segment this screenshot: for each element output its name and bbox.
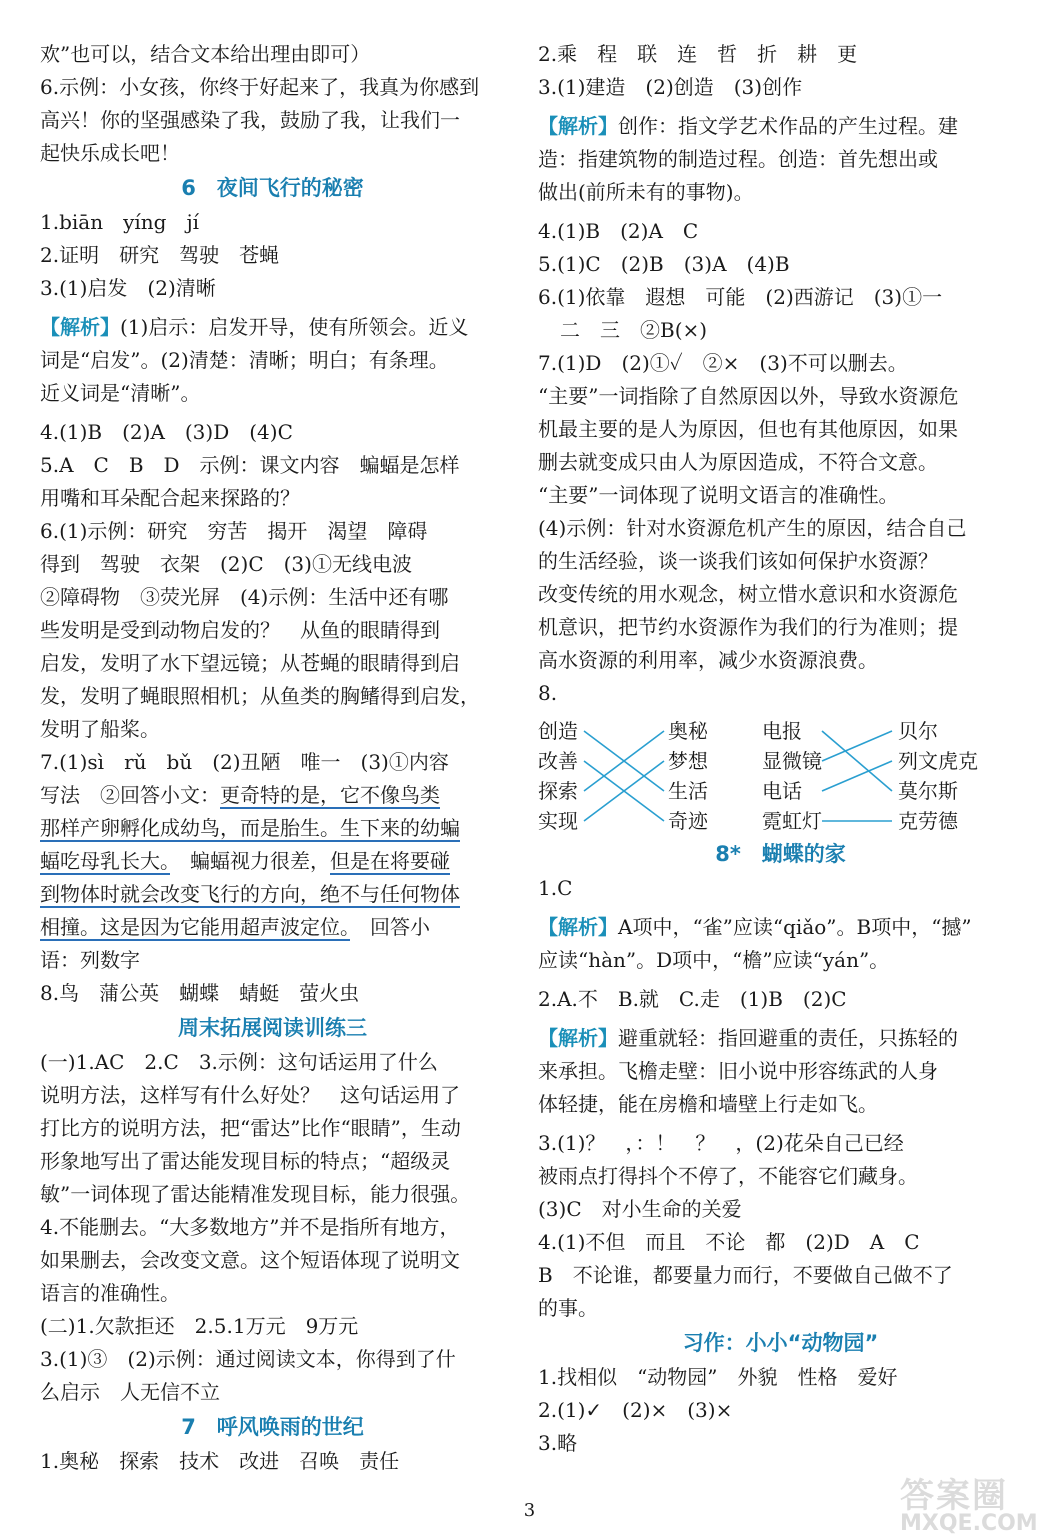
analysis-line: 来承担。飞檐走壁：旧小说中形容练武的人身	[538, 1059, 938, 1083]
text-line: 6.示例：小女孩，你终于好起来了，我真为你感到	[40, 75, 480, 99]
answer-line: 5.(1)C (2)B (3)A (4)B	[538, 252, 790, 276]
section-title-6: 6 夜间飞行的秘密	[181, 176, 364, 200]
answer-line: 发明了船桨。	[40, 717, 160, 741]
underlined-text: 到物体时就会改变飞行的方向，绝不与任何物体	[40, 882, 460, 906]
match-word: 奥秘	[668, 719, 708, 743]
answer-line: (二)1.欠款拒还 2.5.1万元 9万元	[40, 1314, 359, 1338]
answer-line: 二 三 ②B(×)	[560, 318, 708, 342]
answer-line: (3)C 对小生命的关爱	[538, 1197, 742, 1221]
text-line: 欢”也可以，结合文本给出理由即可）	[40, 42, 371, 66]
section-title-writing: 习作：小小“动物园”	[682, 1331, 879, 1355]
answer-line: 6.(1)依靠 遐想 可能 (2)西游记 (3)①一	[538, 285, 943, 309]
answer-line: 形象地写出了雷达能发现目标的特点；“超级灵	[40, 1149, 451, 1173]
match-word: 改善	[538, 749, 578, 773]
match-line	[822, 731, 892, 761]
match-word: 探索	[538, 779, 578, 803]
answer-line: 打比方的说明方法，把“雷达”比作“眼睛”，生动	[40, 1116, 461, 1140]
analysis-tag: 【解析】	[538, 1026, 618, 1050]
analysis-line	[538, 1022, 1023, 1055]
answer-line: 2.(1)✓ (2)× (3)×	[538, 1398, 733, 1422]
answer-text: 蝙蝠视力很差，	[170, 849, 330, 873]
answer-line: 机最主要的是人为原因，但也有其他原因，如果	[538, 417, 958, 441]
answer-text: 写法 ②回答小文：	[40, 783, 220, 807]
answer-line: 些发明是受到动物启发的？ 从鱼的眼睛得到	[40, 618, 440, 642]
match-word: 创造	[538, 719, 578, 743]
match-word: 列文虎克	[898, 749, 978, 773]
answer-line: 被雨点打得抖个不停了，不能容它们藏身。	[538, 1164, 918, 1188]
text-line: 起快乐成长吧！	[40, 141, 180, 165]
analysis-line: 体轻捷，能在房檐和墙壁上行走如飞。	[538, 1092, 878, 1116]
match-word: 霓虹灯	[762, 809, 822, 833]
answer-line: 机意识，把节约水资源作为我们的行为准则；提	[538, 615, 958, 639]
answer-line: 得到 驾驶 衣架 (2)C (3)①无线电波	[40, 552, 412, 576]
watermark-url: MXQE.COM	[900, 1511, 1038, 1536]
answer-line	[40, 911, 505, 944]
matching-diagram	[538, 716, 1023, 836]
analysis-line: 做出(前所未有的事物)。	[538, 180, 754, 204]
answer-line: 如果删去，会改变文意。这个短语体现了说明文	[40, 1248, 460, 1272]
answer-line: 用嘴和耳朵配合起来探路的？	[40, 486, 300, 510]
left-column	[40, 38, 505, 1478]
analysis-line	[538, 911, 1023, 944]
analysis-text: (1)启示：启发开导，使有所领会。近义	[120, 315, 469, 339]
underlined-text: 更奇特的是，它不像鸟类	[220, 783, 440, 807]
answer-text: 回答小	[350, 915, 430, 939]
answer-line: 发，发明了蝇眼照相机；从鱼类的胸鳍得到启发，	[40, 684, 480, 708]
answer-line: 高水资源的利用率，减少水资源浪费。	[538, 648, 878, 672]
right-column	[538, 38, 1023, 1460]
answer-line: B 不论谁，都要量力而行，不要做自己做不了	[538, 1263, 953, 1287]
answer-line: 说明方法，这样写有什么好处？ 这句话运用了	[40, 1083, 460, 1107]
analysis-line	[40, 311, 505, 344]
text-line: 高兴！你的坚强感染了我，鼓励了我，让我们一	[40, 108, 460, 132]
analysis-text: 避重就轻：指回避重的责任，只拣轻的	[618, 1026, 958, 1050]
analysis-line: 造：指建筑物的制造过程。创造：首先想出或	[538, 147, 938, 171]
answer-line: 4.(1)B (2)A C	[538, 219, 699, 243]
section-title-7: 7 呼风唤雨的世纪	[181, 1415, 364, 1439]
analysis-text: 创作：指文学艺术作品的产生过程。建	[618, 114, 958, 138]
answer-line: 4.(1)B (2)A (3)D (4)C	[40, 420, 293, 444]
answer-line: 3.(1)③ (2)示例：通过阅读文本，你得到了什	[40, 1347, 456, 1371]
analysis-line: 近义词是“清晰”。	[40, 381, 201, 405]
answer-line: 么启示 人无信不立	[40, 1380, 220, 1404]
match-word: 贝尔	[898, 719, 938, 743]
answer-line: 7.(1)D (2)①✓ ②× (3)不可以删去。	[538, 351, 908, 375]
match-word: 莫尔斯	[898, 779, 958, 803]
answer-line: 改变传统的用水观念，树立惜水意识和水资源危	[538, 582, 958, 606]
answer-line: 6.(1)示例：研究 穷苦 揭开 渴望 障碍	[40, 519, 428, 543]
match-word: 电报	[762, 719, 802, 743]
analysis-text: A项中，“雀”应读“qiǎo”。B项中，“撼”	[618, 915, 972, 939]
analysis-tag: 【解析】	[538, 114, 618, 138]
underlined-text: 蝠吃母乳长大。	[40, 849, 170, 873]
answer-line: 1.找相似 “动物园” 外貌 性格 爱好	[538, 1365, 898, 1389]
answer-line: (4)示例：针对水资源危机产生的原因，结合自己	[538, 516, 967, 540]
watermark-logo	[900, 1468, 1050, 1534]
underlined-text: 但是在将要碰	[330, 849, 450, 873]
answer-line: 2.证明 研究 驾驶 苍蝇	[40, 243, 280, 267]
analysis-line: 词是“启发”。(2)清楚：清晰；明白；有条理。	[40, 348, 449, 372]
match-line	[822, 761, 892, 791]
analysis-tag: 【解析】	[40, 315, 120, 339]
answer-line: 3.(1)？ ，：！ ？ ，(2)花朵自己已经	[538, 1131, 904, 1155]
answer-line: 2.乘 程 联 连 哲 折 耕 更	[538, 42, 858, 66]
answer-line: 敏”一词体现了雷达能精准发现目标，能力很强。	[40, 1182, 471, 1206]
match-word: 实现	[538, 809, 578, 833]
match-word: 电话	[762, 779, 802, 803]
analysis-tag: 【解析】	[538, 915, 618, 939]
answer-line: (一)1.AC 2.C 3.示例：这句话运用了什么	[40, 1050, 438, 1074]
underlined-text: 相撞。这是因为它能用超声波定位。	[40, 915, 350, 939]
answer-line: “主要”一词指除了自然原因以外，导致水资源危	[538, 384, 959, 408]
watermark-text: 答案圈	[900, 1476, 1008, 1516]
match-word: 克劳德	[898, 809, 958, 833]
answer-line: 4.不能删去。“大多数地方”并不是指所有地方，	[40, 1215, 460, 1239]
match-line	[822, 731, 892, 791]
analysis-line	[538, 110, 1023, 143]
answer-line	[40, 779, 505, 812]
page-number: 3	[523, 1500, 536, 1521]
answer-line: “主要”一词体现了说明文语言的准确性。	[538, 483, 899, 507]
answer-line: 的生活经验，谈一谈我们该如何保护水资源？	[538, 549, 938, 573]
answer-line	[40, 845, 505, 878]
answer-line	[40, 878, 505, 911]
answer-line: 1.奥秘 探索 技术 改进 召唤 责任	[40, 1449, 400, 1473]
answer-line: 语言的准确性。	[40, 1281, 180, 1305]
section-title-weekend: 周末拓展阅读训练三	[178, 1016, 367, 1040]
answer-line: 3.略	[538, 1431, 578, 1455]
answer-line: ②障碍物 ③荧光屏 (4)示例：生活中还有哪	[40, 585, 449, 609]
answer-line: 1.biān yíng jí	[40, 210, 200, 234]
answer-line: 5.A C B D 示例：课文内容 蝙蝠是怎样	[40, 453, 460, 477]
answer-line: 删去就变成只由人为原因造成，不符合文意。	[538, 450, 938, 474]
match-word: 梦想	[668, 749, 708, 773]
answer-line: 8.	[538, 681, 558, 705]
answer-line: 8.鸟 蒲公英 蝴蝶 蜻蜓 萤火虫	[40, 981, 360, 1005]
answer-line: 7.(1)sì rǔ bǔ (2)丑陋 唯一 (3)①内容	[40, 750, 449, 774]
answer-line: 的事。	[538, 1296, 598, 1320]
match-word: 显微镜	[762, 749, 822, 773]
match-word: 奇迹	[668, 809, 708, 833]
answer-line: 2.A.不 B.就 C.走 (1)B (2)C	[538, 987, 847, 1011]
underlined-text: 那样产卵孵化成幼鸟，而是胎生。生下来的幼蝙	[40, 816, 460, 840]
answer-line: 语：列数字	[40, 948, 140, 972]
match-word: 生活	[668, 779, 708, 803]
answer-line: 3.(1)启发 (2)清晰	[40, 276, 216, 300]
answer-line	[40, 812, 505, 845]
section-title-8: 8* 蝴蝶的家	[715, 842, 846, 866]
analysis-line: 应读“hàn”。D项中，“檐”应读“yán”。	[538, 948, 890, 972]
answer-line: 4.(1)不但 而且 不论 都 (2)D A C	[538, 1230, 920, 1254]
answer-line: 1.C	[538, 876, 573, 900]
answer-line: 3.(1)建造 (2)创造 (3)创作	[538, 75, 803, 99]
answer-line: 启发，发明了水下望远镜；从苍蝇的眼睛得到启	[40, 651, 460, 675]
